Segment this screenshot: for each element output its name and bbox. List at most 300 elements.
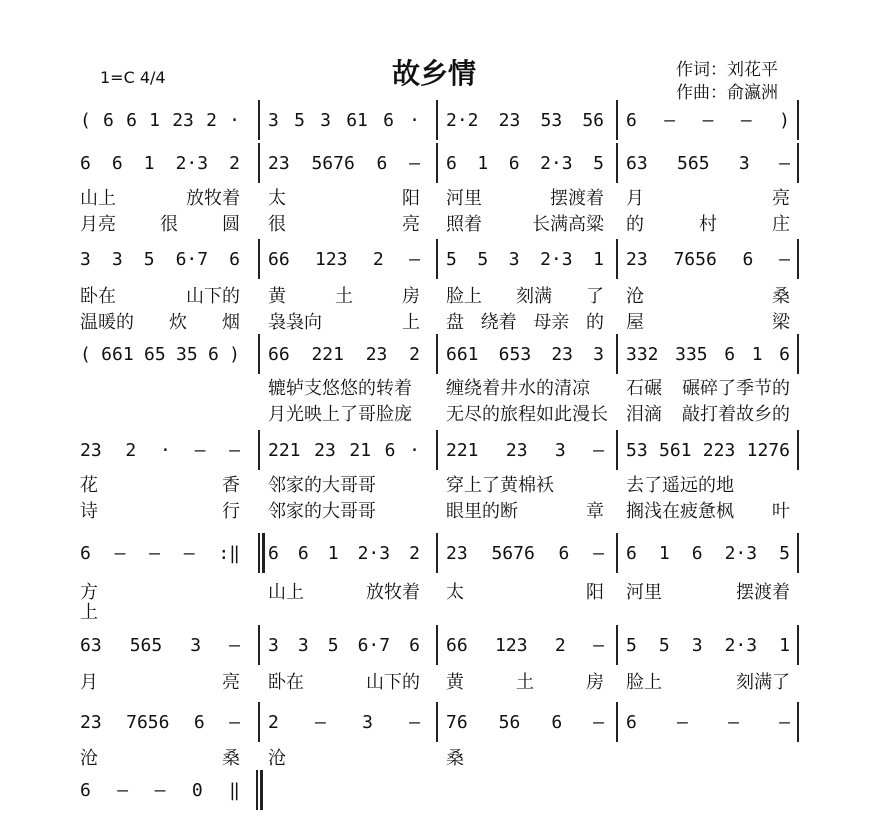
note: 3 [268, 634, 279, 656]
barline [258, 430, 260, 470]
note: 2 [409, 542, 420, 564]
note: 3 [190, 634, 202, 656]
note: 2·3 [357, 542, 391, 564]
lyric-measure [626, 666, 790, 696]
lyric-measure [80, 666, 240, 696]
note: 1 [779, 634, 790, 656]
lyric-measure [268, 666, 420, 696]
lyric: 太 [446, 582, 464, 603]
note: — [409, 711, 420, 733]
barline [256, 770, 258, 810]
lyric: 梁 [772, 312, 790, 333]
note: 221 [446, 439, 479, 461]
barline [797, 430, 799, 470]
note: — [229, 634, 240, 656]
note: 3 [80, 248, 91, 270]
barline [436, 702, 438, 742]
lyric: 照着 [446, 214, 482, 235]
measure [80, 148, 240, 178]
lyric: 桑 [446, 748, 464, 769]
note: 53 [626, 439, 648, 461]
note: 6 [80, 152, 91, 174]
note: 5 [658, 634, 670, 656]
note: 6 [626, 109, 637, 131]
barline [436, 100, 438, 140]
lyrics-row [0, 596, 878, 626]
note: 2·3 [540, 248, 573, 270]
note: 6 [80, 779, 91, 801]
note: 5676 [491, 542, 535, 564]
note: 6 [268, 542, 279, 564]
lyric-measure [446, 306, 604, 336]
note: 66 [446, 634, 468, 656]
lyric: 邻家的大哥哥 [268, 501, 376, 522]
measure [446, 435, 604, 465]
lyric: 桑 [222, 748, 240, 769]
note: — [779, 248, 790, 270]
lyric-measure [268, 495, 420, 525]
note: 23 [268, 152, 290, 174]
measure [446, 105, 604, 135]
barline [258, 533, 260, 573]
note: ) [779, 109, 790, 131]
note: 56 [582, 109, 604, 131]
measure [268, 538, 420, 568]
measure [446, 244, 604, 274]
lyric: 月光映上了哥脸庞 [268, 404, 412, 425]
lyric: 黄 [446, 672, 464, 693]
note: 6 [626, 542, 637, 564]
note: :‖ [218, 542, 240, 564]
lyric-measure [626, 306, 790, 336]
note: 3 [111, 248, 123, 270]
lyric: 沧 [626, 286, 644, 307]
note: 332 [626, 343, 659, 365]
note: 223 [702, 439, 736, 461]
note: 6 [207, 343, 219, 365]
note: — [593, 439, 604, 461]
barline [436, 430, 438, 470]
note: 565 [129, 634, 163, 656]
note: 23 [446, 542, 468, 564]
barline [616, 100, 618, 140]
note: 6 [126, 109, 137, 131]
lyric: 脸上 [626, 672, 662, 693]
note: 53 [540, 109, 563, 131]
barline [436, 533, 438, 573]
note: 2 [206, 109, 217, 131]
notation-row [0, 148, 878, 178]
note: 6 [111, 152, 123, 174]
measure [268, 148, 420, 178]
double-barline [260, 770, 263, 810]
note: 565 [677, 152, 710, 174]
note: — [117, 779, 129, 801]
note: 6 [80, 542, 91, 564]
lyric: 月 [626, 188, 644, 209]
lyric-measure [446, 742, 604, 772]
measure [268, 630, 420, 660]
lyric: 山上 [80, 188, 116, 209]
measure [626, 707, 790, 737]
lyric-measure [446, 208, 604, 238]
lyric: 行 [222, 501, 240, 522]
lyric: 山下的 [186, 286, 240, 307]
measure [446, 148, 604, 178]
measure [626, 105, 790, 135]
lyric: 亮 [402, 214, 420, 235]
measure [80, 538, 240, 568]
lyric: 袅袅向 [268, 312, 322, 333]
note: 2·3 [724, 542, 758, 564]
note: 6 [409, 634, 420, 656]
measure [626, 148, 790, 178]
note: 5 [626, 634, 637, 656]
lyric: 阳 [402, 188, 420, 209]
lyric: 月 [80, 672, 98, 693]
lyric-measure [626, 398, 790, 428]
barline [436, 143, 438, 183]
note: ( [80, 343, 91, 365]
note: — [149, 542, 160, 564]
measure [446, 339, 604, 369]
note: 5 [446, 248, 457, 270]
note: 1 [327, 542, 339, 564]
lyric: 很 [160, 214, 178, 235]
note: 65 [143, 343, 166, 365]
barline [616, 143, 618, 183]
note: 0 [191, 779, 203, 801]
barline [797, 239, 799, 279]
note: 221 [311, 343, 344, 365]
note: 5 [593, 152, 604, 174]
note: · [409, 439, 420, 461]
lyric: 绕着 [480, 312, 517, 333]
lyric-measure [268, 306, 420, 336]
note: — [154, 779, 166, 801]
barline [616, 533, 618, 573]
note: 6 [446, 152, 457, 174]
barline [797, 334, 799, 374]
lyric: 去了遥远的地 [626, 475, 734, 496]
lyric: 石碾 [626, 378, 662, 399]
note: · [160, 439, 171, 461]
lyric: 长满高粱 [532, 214, 604, 235]
lyric: 沧 [268, 748, 286, 769]
measure [268, 105, 420, 135]
note: 66 [268, 343, 290, 365]
lyric: 土 [335, 286, 353, 307]
barline [797, 143, 799, 183]
note: 2·3 [540, 152, 573, 174]
lyric: 亮 [222, 672, 240, 693]
barline [436, 334, 438, 374]
lyric: 泪滴 [626, 404, 662, 425]
note: 335 [675, 343, 708, 365]
note: 3 [268, 109, 279, 131]
notation-row [0, 775, 878, 805]
lyric-measure [80, 742, 240, 772]
measure [268, 244, 420, 274]
lyrics-row [0, 495, 878, 525]
note: 1 [143, 152, 155, 174]
note: 2 [372, 248, 384, 270]
note: 221 [268, 439, 301, 461]
note: 6 [384, 439, 396, 461]
note: 3 [362, 711, 373, 733]
lyrics-row [0, 742, 878, 772]
lyric: 眼里的断 [446, 501, 518, 522]
note: 1 [593, 248, 604, 270]
note: — [779, 152, 790, 174]
lyric: 庄 [772, 214, 790, 235]
note: 6 [626, 711, 637, 733]
note: 6·7 [357, 634, 391, 656]
lyric: 碾碎了季节的 [682, 378, 790, 399]
lyric: 无尽的旅程如此漫长 [446, 404, 608, 425]
lyric: 卧在 [268, 672, 304, 693]
note: 1 [751, 343, 763, 365]
note: 66 [268, 248, 290, 270]
lyric-measure [80, 208, 240, 238]
barline [436, 239, 438, 279]
measure [80, 105, 240, 135]
lyric-measure [446, 398, 608, 428]
note: 5 [779, 542, 790, 564]
barline [797, 702, 799, 742]
barline [616, 702, 618, 742]
lyric: 刻满 [516, 286, 552, 307]
measure [268, 435, 420, 465]
measure [268, 707, 420, 737]
measure [80, 435, 240, 465]
lyric: 辘轳支悠悠的转着 [268, 378, 412, 399]
measure [80, 630, 240, 660]
lyrics-row [0, 306, 878, 336]
lyric: 炊 [169, 312, 187, 333]
lyric: 温暖的 [80, 312, 134, 333]
lyric: 月亮 [80, 214, 116, 235]
note: 6 [229, 248, 240, 270]
note: 23 [80, 711, 102, 733]
lyric: 摆渡着 [550, 188, 604, 209]
note: — [114, 542, 126, 564]
note: — [229, 439, 240, 461]
barline [616, 334, 618, 374]
note: 6 [742, 248, 754, 270]
note: 3 [691, 634, 703, 656]
note: — [677, 711, 688, 733]
lyric: 花 [80, 475, 98, 496]
notation-row [0, 435, 878, 465]
note: 35 [175, 343, 198, 365]
lyric: 叶 [772, 501, 790, 522]
note: 23 [314, 439, 336, 461]
note: 5 [294, 109, 305, 131]
lyric-measure [446, 495, 604, 525]
note: 23 [626, 248, 648, 270]
note: 6 [691, 542, 703, 564]
note: — [183, 542, 195, 564]
note: 6 [724, 343, 736, 365]
note: 2 [554, 634, 566, 656]
lyric-measure [268, 208, 420, 238]
notation-row [0, 538, 878, 568]
note: — [664, 109, 676, 131]
note: 6 [508, 152, 520, 174]
lyric: 圆 [222, 214, 240, 235]
note: 23 [80, 439, 102, 461]
lyric: 方 [80, 582, 98, 603]
note: 6 [297, 542, 309, 564]
lyric: 的 [585, 312, 604, 333]
lyrics-row [0, 208, 878, 238]
note: ( [80, 109, 91, 131]
note: 5 [143, 248, 155, 270]
lyric-measure [80, 596, 240, 626]
double-barline [262, 533, 265, 573]
note: 2 [229, 152, 240, 174]
note: · [409, 109, 420, 131]
lyric: 放牧着 [366, 582, 420, 603]
lyric: 阳 [586, 582, 604, 603]
note: — [728, 711, 739, 733]
note: — [229, 711, 240, 733]
note: 6 [383, 109, 394, 131]
lyric: 摆渡着 [736, 582, 790, 603]
barline [616, 625, 618, 665]
note: 21 [349, 439, 372, 461]
note: — [593, 542, 604, 564]
barline [258, 702, 260, 742]
note: 653 [498, 343, 532, 365]
note: 1 [477, 152, 489, 174]
note: 3 [297, 634, 309, 656]
note: 56 [498, 711, 521, 733]
lyric-measure [268, 398, 420, 428]
lyric: 穿上了黄棉袄 [446, 475, 554, 496]
lyric: 脸上 [446, 286, 482, 307]
note: 123 [495, 634, 528, 656]
lyric: 房 [402, 286, 420, 307]
lyric: 河里 [626, 582, 662, 603]
note: 123 [315, 248, 348, 270]
note: 2·2 [446, 109, 479, 131]
note: 561 [658, 439, 692, 461]
note: 6·7 [175, 248, 209, 270]
measure [80, 707, 240, 737]
notation-row [0, 105, 878, 135]
lyricist-credit: 作词：刘花平 [676, 60, 778, 80]
note: 661 [446, 343, 479, 365]
composer-credit: 作曲：俞瀛洲 [676, 83, 778, 103]
barline [258, 625, 260, 665]
note: 661 [101, 343, 134, 365]
note: ) [229, 343, 240, 365]
note: 23 [172, 109, 194, 131]
song-title: 故乡情 [392, 57, 477, 90]
lyric: 盘 [446, 312, 464, 333]
lyric: 屋 [626, 312, 644, 333]
lyric: 沧 [80, 748, 98, 769]
note: · [229, 109, 240, 131]
note: 7656 [673, 248, 717, 270]
note: 63 [80, 634, 102, 656]
lyric-measure [80, 306, 240, 336]
lyric-measure [626, 208, 790, 238]
measure [80, 339, 240, 369]
lyric: 放牧着 [186, 188, 240, 209]
measure [626, 630, 790, 660]
key-signature: 1=C 4/4 [100, 68, 166, 87]
barline [797, 625, 799, 665]
lyric-measure [268, 742, 420, 772]
lyric: 搁浅在疲惫枫 [626, 501, 734, 522]
note: 76 [446, 711, 468, 733]
measure [268, 339, 420, 369]
barline [616, 239, 618, 279]
note: 3 [593, 343, 604, 365]
lyric: 了 [586, 286, 604, 307]
lyrics-row [0, 398, 878, 428]
lyric: 河里 [446, 188, 482, 209]
note: 5676 [311, 152, 355, 174]
barline [797, 100, 799, 140]
note: 5 [327, 634, 339, 656]
barline [797, 533, 799, 573]
lyric: 卧在 [80, 286, 116, 307]
notation-row [0, 244, 878, 274]
lyric: 敲打着故乡的 [682, 404, 790, 425]
note: 2 [409, 343, 420, 365]
note: 2 [125, 439, 137, 461]
lyrics-row [0, 666, 878, 696]
note: — [409, 152, 420, 174]
note: 6 [779, 343, 790, 365]
lyric-measure [446, 666, 604, 696]
note: 1276 [746, 439, 790, 461]
notation-row [0, 707, 878, 737]
notation-row [0, 630, 878, 660]
note: 23 [498, 109, 521, 131]
note: ‖ [229, 779, 240, 801]
note: — [779, 711, 790, 733]
note: 1 [658, 542, 670, 564]
barline [258, 143, 260, 183]
note: — [593, 634, 604, 656]
lyric: 上 [402, 312, 420, 333]
lyric: 太 [268, 188, 286, 209]
lyric-measure [80, 495, 240, 525]
note: — [702, 109, 714, 131]
lyric: 村 [699, 214, 717, 235]
note: 6 [103, 109, 114, 131]
barline [258, 239, 260, 279]
lyric: 上 [80, 602, 98, 623]
note: 7656 [126, 711, 170, 733]
note: 6 [551, 711, 563, 733]
note: 6 [193, 711, 205, 733]
note: 5 [477, 248, 489, 270]
measure [626, 538, 790, 568]
lyric: 亮 [772, 188, 790, 209]
lyric: 章 [586, 501, 604, 522]
note: 2·3 [175, 152, 209, 174]
note: 63 [626, 152, 648, 174]
lyric: 房 [586, 672, 604, 693]
measure [626, 339, 790, 369]
note: — [409, 248, 420, 270]
